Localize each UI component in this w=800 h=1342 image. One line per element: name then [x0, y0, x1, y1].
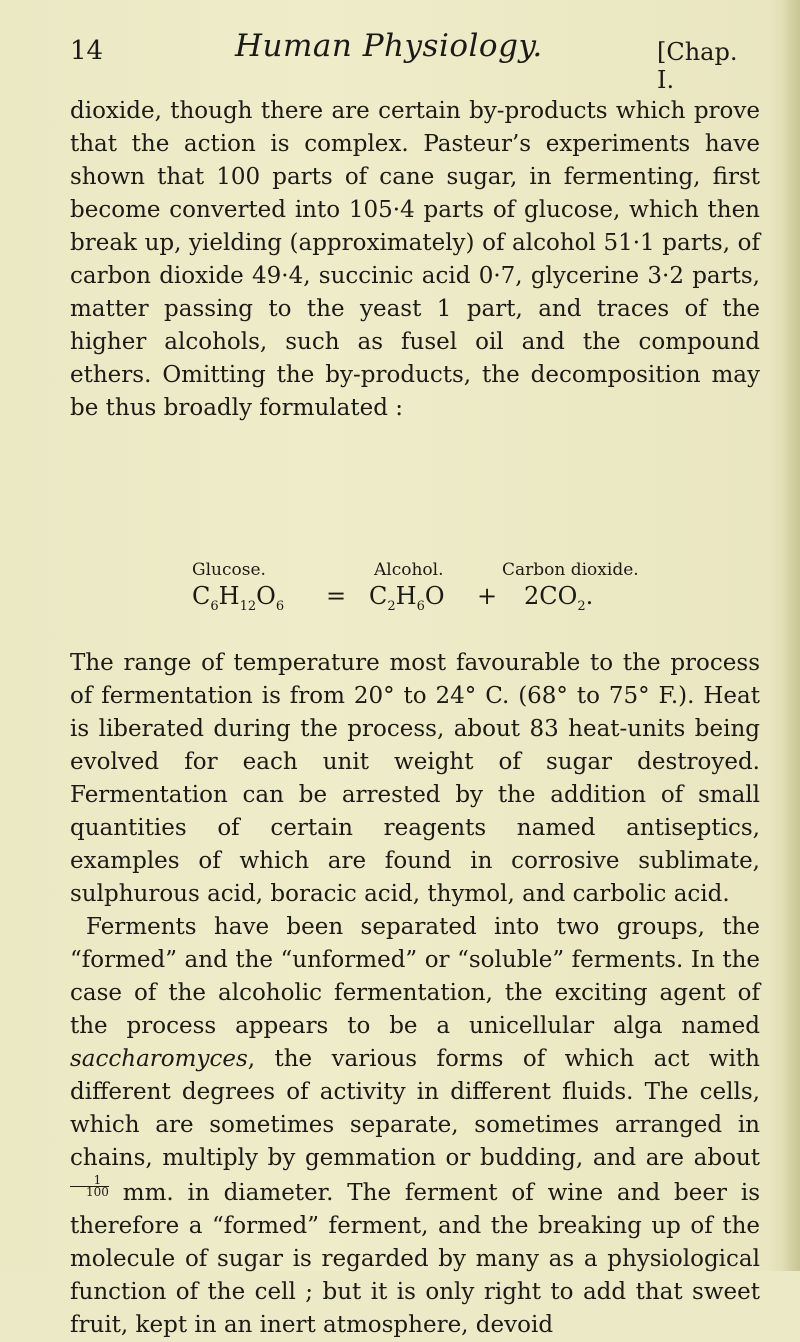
equals-sign: =	[326, 582, 347, 610]
formula-alcohol: $C_2H_6O$	[369, 582, 445, 614]
paragraph-temperature: The range of temperature most favourable to the process of fermentation is from 20° to 24° C. (68° to 75° F.). Heat is liberated during the process, about 83 heat-units being evolved for each unit weight of sugar destroyed. Fermentation can be arrested by the addition of small quantities of certain reagents named antiseptics, examples of which are found in corrosive sublimate, sulphurous acid, boracic acid, thymol, and carbolic acid.	[70, 650, 760, 907]
paragraph-ferments: Ferments have been separated into two groups, the “formed” and the “unformed” or “soluble” ferments. In the case of the alcoholic fermentation, the exciting agent of the process appears to be a unicellular alga named saccharomyces, the various forms of which act with different degrees of activity in different fluids. The cells, which are sometimes separate, sometimes arranged in chains, multiply by gemmation or budding, and are about $\frac{1}{100}$ mm. in diameter. The ferment of wine and beer is therefore a “formed” ferment, and the breaking up of the molecule of sugar is regarded by many as a physiological function of the cell ; but it is only right to add that sweet fruit, kept in an inert atmosphere, devoid	[70, 914, 760, 1338]
label-carbon-dioxide: Carbon dioxide.	[502, 560, 639, 580]
formula-glucose: $C_6H_{12}O_6$	[192, 582, 285, 614]
fraction-one-hundredth: $\frac{1}{100}$	[70, 1175, 109, 1198]
running-title: Human Physiology.	[235, 28, 543, 64]
chemical-equation	[172, 560, 672, 630]
paragraph-fermentation-products	[70, 95, 760, 425]
label-alcohol: Alcohol.	[374, 560, 444, 580]
label-glucose: Glucose.	[192, 560, 266, 580]
italic-term: saccharomyces	[70, 1046, 248, 1072]
chapter-reference: [Chap. I.	[657, 38, 738, 94]
page-edge-shadow	[782, 0, 800, 1271]
page-header	[60, 28, 760, 94]
plus-sign: +	[477, 582, 498, 610]
formula-carbon-dioxide: $2CO_2$.	[524, 582, 594, 614]
page-number: 14	[70, 36, 104, 66]
paragraph-text: dioxide, though there are certain by-products which prove that the action is complex. Pasteur’s experiments have shown that 100 parts of cane sugar, in fermenting, first become converted into 105·4 parts of glucose, which then break up, yielding (approximately) of alcohol 51·1 parts, of carbon dioxide 49·4, succinic acid 0·7, glycerine 3·2 parts, matter passing to the yeast 1 part, and traces of the higher alcohols, such as fusel oil and the compound ethers. Omitting the by-products, the decomposition may be thus broadly formulated :	[70, 98, 760, 421]
paragraph-block-2	[70, 647, 760, 1342]
